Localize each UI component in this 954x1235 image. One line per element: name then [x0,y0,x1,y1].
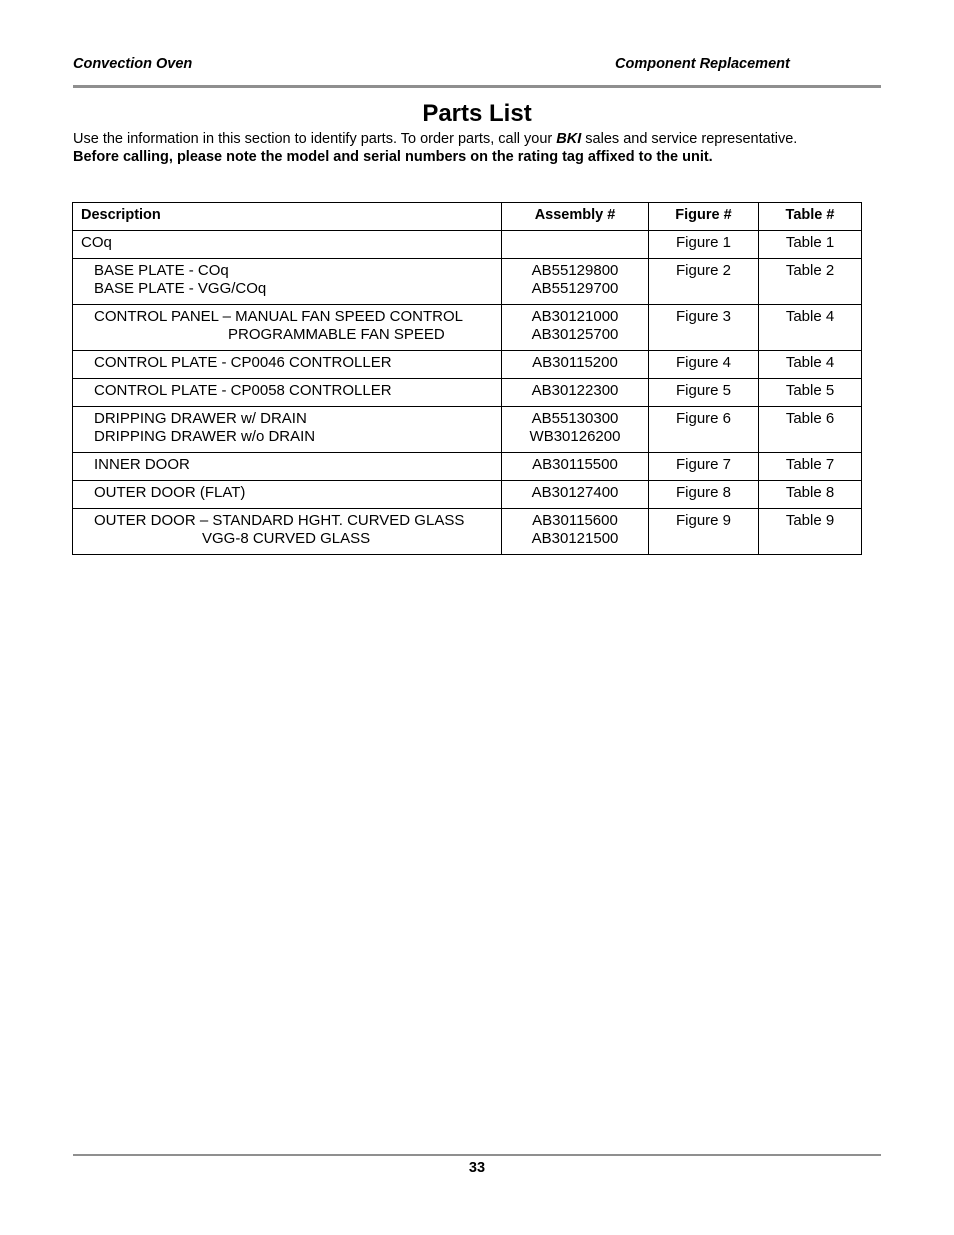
assembly-number: AB30125700 [531,326,619,343]
table-ref-cell: Table 7 [759,453,862,481]
assembly-cell [502,481,649,509]
assembly-cell [502,351,649,379]
table-row [73,231,862,259]
header-document-title: Convection Oven [73,56,193,72]
table-row [73,407,862,453]
description-cell [73,305,502,351]
table-header-row [73,203,862,231]
figure-cell: Figure 5 [649,379,759,407]
figure-cell: Figure 4 [649,351,759,379]
page-number: 33 [468,1160,486,1176]
description-line: BASE PLATE - COq [94,262,229,279]
assembly-number: AB30127400 [531,484,619,501]
figure-cell: Figure 1 [649,231,759,259]
page-title: Parts List [422,100,532,127]
figure-cell: Figure 2 [649,259,759,305]
assembly-number: WB30126200 [529,428,621,445]
assembly-cell [502,379,649,407]
assembly-number: AB30121500 [531,530,619,547]
assembly-cell [502,509,649,555]
table-row [73,509,862,555]
description-line: VGG-8 CURVED GLASS [202,530,371,547]
column-header-figure: Figure # [649,203,759,231]
column-header-table: Table # [759,203,862,231]
description-line: INNER DOOR [94,456,190,473]
table-ref-cell: Table 9 [759,509,862,555]
figure-cell: Figure 7 [649,453,759,481]
assembly-number: AB30115600 [532,512,618,529]
description-cell [73,231,502,259]
column-header-assembly: Assembly # [502,203,649,231]
table-row [73,481,862,509]
assembly-number: AB30121000 [531,308,619,325]
table-row [73,259,862,305]
table-row [73,305,862,351]
table-ref-cell: Table 4 [759,305,862,351]
table-row [73,351,862,379]
assembly-number: AB55130300 [531,410,619,427]
intro-line-2: Before calling, please note the model and serial numbers on the rating tag affixed to the unit. [73,149,713,165]
parts-table [72,202,862,555]
assembly-number: AB30122300 [531,382,619,399]
intro-line-1-before: Use the information in this section to identify parts. To order parts, call your [73,131,557,147]
assembly-number: AB30115500 [532,456,618,473]
footer-divider [73,1154,881,1156]
figure-cell: Figure 8 [649,481,759,509]
figure-cell: Figure 9 [649,509,759,555]
description-cell [73,481,502,509]
assembly-cell [502,259,649,305]
description-line: OUTER DOOR (FLAT) [94,484,246,501]
description-cell [73,453,502,481]
description-cell [73,407,502,453]
table-ref-cell: Table 1 [759,231,862,259]
figure-cell: Figure 6 [649,407,759,453]
description-line: DRIPPING DRAWER w/o DRAIN [94,428,316,445]
assembly-cell [502,453,649,481]
header-section-title: Component Replacement [615,56,790,72]
description-line: PROGRAMMABLE FAN SPEED [228,326,445,343]
table-row [73,453,862,481]
table-ref-cell: Table 5 [759,379,862,407]
description-line: OUTER DOOR – STANDARD HGHT. CURVED GLASS [94,512,465,529]
table-row [73,379,862,407]
intro-line-1 [73,130,883,148]
description-line: CONTROL PLATE - CP0046 CONTROLLER [94,354,392,371]
description-cell [73,259,502,305]
description-line: BASE PLATE - VGG/COq [94,280,267,297]
figure-cell: Figure 3 [649,305,759,351]
description-line: COq [81,234,112,251]
description-line: CONTROL PLATE - CP0058 CONTROLLER [94,382,392,399]
intro-line-1-after: sales and service representative. [581,131,798,147]
assembly-cell [502,407,649,453]
table-ref-cell: Table 4 [759,351,862,379]
table-ref-cell: Table 8 [759,481,862,509]
description-cell [73,509,502,555]
description-line: DRIPPING DRAWER w/ DRAIN [94,410,307,427]
assembly-number: AB30115200 [532,354,618,371]
table-ref-cell: Table 6 [759,407,862,453]
description-cell [73,351,502,379]
assembly-number: AB55129800 [531,262,619,279]
brand-name: BKI [556,131,582,147]
assembly-cell [502,231,649,259]
assembly-cell [502,305,649,351]
table-ref-cell: Table 2 [759,259,862,305]
column-header-description: Description [73,203,502,231]
assembly-number: AB55129700 [531,280,619,297]
intro-text [73,130,883,166]
description-line: CONTROL PANEL – MANUAL FAN SPEED CONTROL [94,308,463,325]
description-cell [73,379,502,407]
header-divider [73,85,881,88]
